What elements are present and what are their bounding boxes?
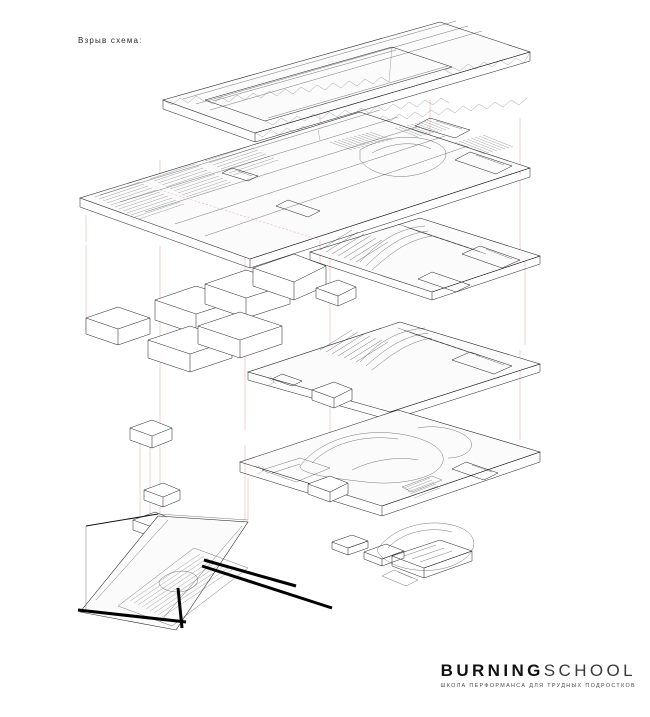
project-branding: [440, 662, 636, 689]
layer-lower-terrace: [248, 322, 540, 420]
brand-title: [440, 662, 636, 679]
brand-title-bold: BURNING: [440, 660, 544, 680]
diagram-caption: Взрыв схема:: [78, 36, 143, 45]
layer-room-volumes: [86, 254, 326, 538]
layer-pool-oval: [332, 523, 474, 586]
brand-tagline: ШКОЛА ПЕРФОРМАНСА ДЛЯ ТРУДНЫХ ПОДРОСТКОВ: [440, 682, 636, 689]
brand-title-light: SCHOOL: [543, 660, 636, 680]
layer-ground-floor: [240, 410, 540, 516]
layer-site-base: [78, 514, 332, 630]
layer-upper-terrace: [310, 218, 540, 306]
